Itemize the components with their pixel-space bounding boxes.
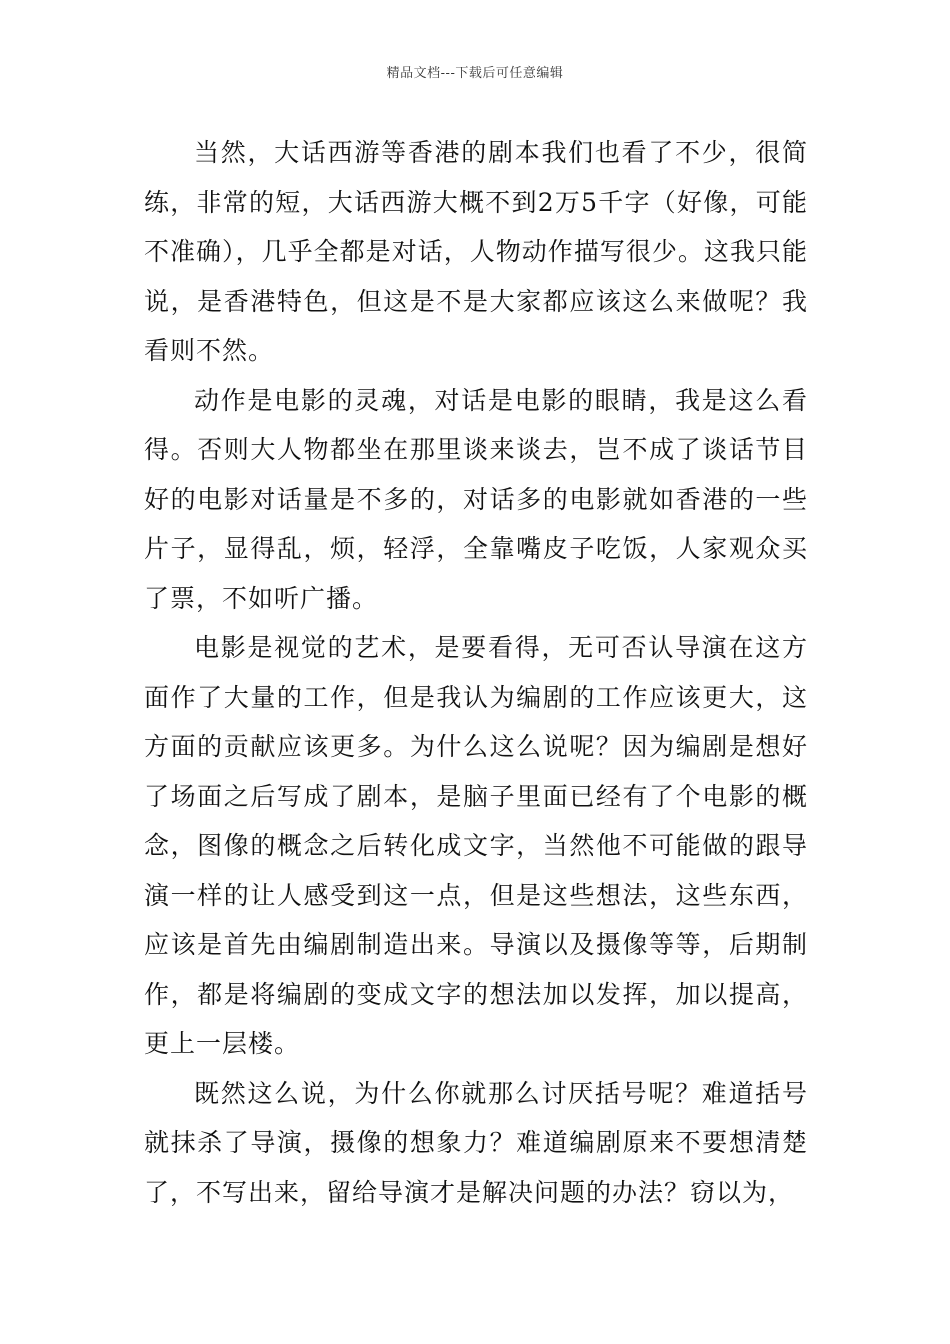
page-header: 精品文档---下载后可任意编辑 <box>386 66 564 81</box>
paragraph-1: 当然，大话西游等香港的剧本我们也看了不少，很简练，非常的短，大话西游大概不到2万5千字（好像，可能不准确），几乎全都是对话，人物动作描写很少。这我只能说，是香港特色，但这是不是大家都应该这么来做呢？我看则不然。 <box>144 138 808 365</box>
paragraph-4: 既然这么说，为什么你就那么讨厌括号呢？难道括号就抹杀了导演，摄像的想象力？难道编剧原来不要想清楚了，不写出来，留给导演才是解决问题的办法？窃以为， <box>144 1078 808 1207</box>
paragraph-2: 动作是电影的灵魂，对话是电影的眼睛，我是这么看得。否则大人物都坐在那里谈来谈去，岂不成了谈话节目好的电影对话量是不多的，对话多的电影就如香港的一些片子，显得乱，烦，轻浮，全靠嘴皮子吃饭，人家观众买了票，不如听广播。 <box>144 385 808 613</box>
paragraph-3: 电影是视觉的艺术，是要看得，无可否认导演在这方面作了大量的工作，但是我认为编剧的工作应该更大，这方面的贡献应该更多。为什么这么说呢？因为编剧是想好了场面之后写成了剧本，是脑子里面已经有了个电影的概念，图像的概念之后转化成文字，当然他不可能做的跟导演一样的让人感受到这一点，但是这些想法，这些东西，应该是首先由编剧制造出来。导演以及摄像等等，后期制作，都是将编剧的变成文字的想法加以发挥，加以提高，更上一层楼。 <box>144 633 808 1058</box>
document-body <box>144 128 808 1217</box>
